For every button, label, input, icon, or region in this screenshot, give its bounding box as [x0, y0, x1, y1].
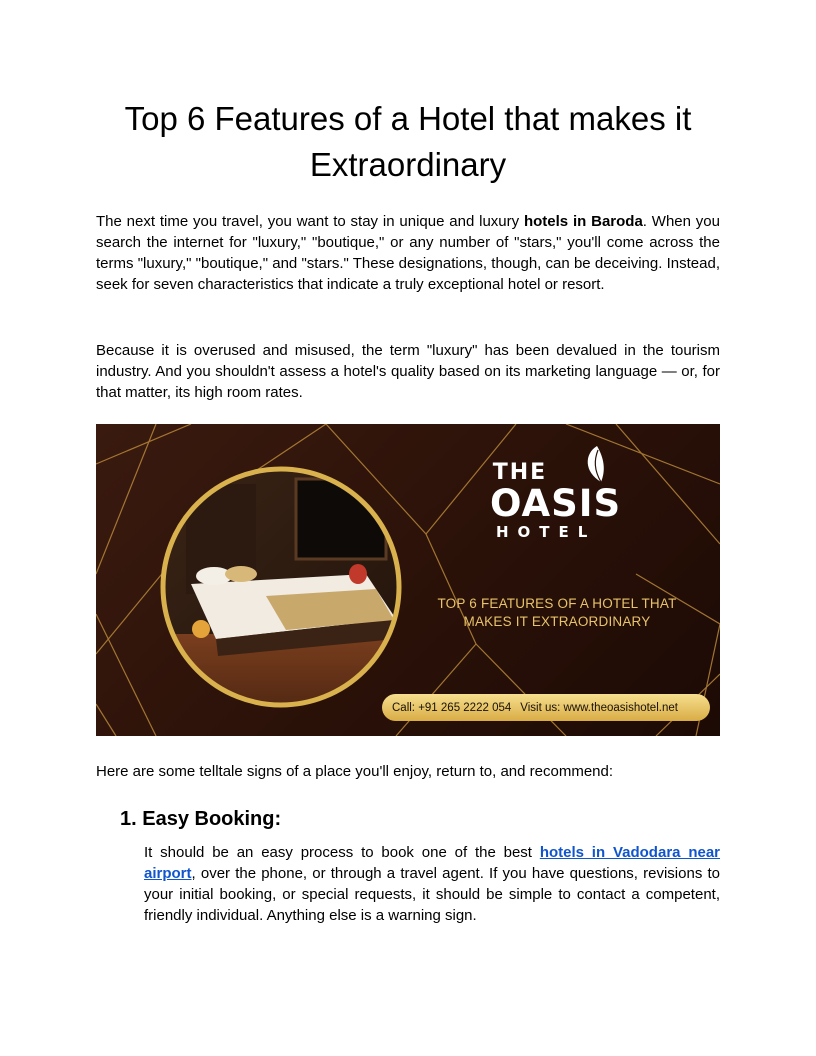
logo-text-hotel: HOTEL — [496, 523, 597, 541]
banner-tagline-line2: MAKES IT EXTRAORDINARY — [463, 614, 651, 629]
banner-graphics — [96, 424, 720, 736]
logo-text-oasis: OASIS — [490, 482, 622, 525]
banner-tagline — [406, 595, 708, 631]
logo-text-the: THE — [492, 460, 548, 485]
hotels-vadodara-airport-link[interactable]: hotels in Vadodara near airport — [144, 844, 721, 882]
intro-keyword: hotels in Baroda — [523, 213, 643, 230]
contact-website: Visit us: www.theoasishotel.net — [520, 701, 678, 714]
easy-booking-text-before: It should be an easy process to book one of the best — [144, 844, 540, 861]
intro-paragraph — [96, 211, 720, 295]
leaf-icon — [588, 446, 604, 482]
hotel-banner-image — [96, 424, 720, 736]
easy-booking-paragraph — [144, 842, 720, 926]
easy-booking-text-after: , over the phone, or through a travel agent. If you have questions, revisions to your initial booking, or special requests, it should be simple to contact a competent, friendly individual. Anything else is a warning sign. — [144, 865, 720, 924]
contact-pill — [382, 694, 710, 721]
luxury-paragraph: Because it is overused and misused, the term "luxury" has been devalued in the tourism industry. And you shouldn't assess a hotel's quality based on its marketing language — or, for that matter, its high room rates. — [96, 342, 720, 401]
intro-text-after: . When you search the internet for "luxury," "boutique," or any number of "stars," you'll come across the terms "luxury," "boutique," and "stars." These designations, though, can be deceiving. Instead, seek for seven characteristics that indicate a truly exceptional hotel or resort. — [96, 213, 720, 293]
contact-phone: Call: +91 265 2222 054 — [392, 701, 512, 714]
intro-text-before: The next time you travel, you want to stay in unique and luxury — [96, 213, 524, 230]
document-title: Top 6 Features of a Hotel that makes it Extraordinary — [124, 100, 692, 183]
section-heading-easy-booking: 1. Easy Booking: — [120, 808, 282, 830]
telltale-paragraph: Here are some telltale signs of a place you'll enjoy, return to, and recommend: — [96, 763, 614, 780]
banner-tagline-line1: TOP 6 FEATURES OF A HOTEL THAT — [437, 596, 677, 611]
